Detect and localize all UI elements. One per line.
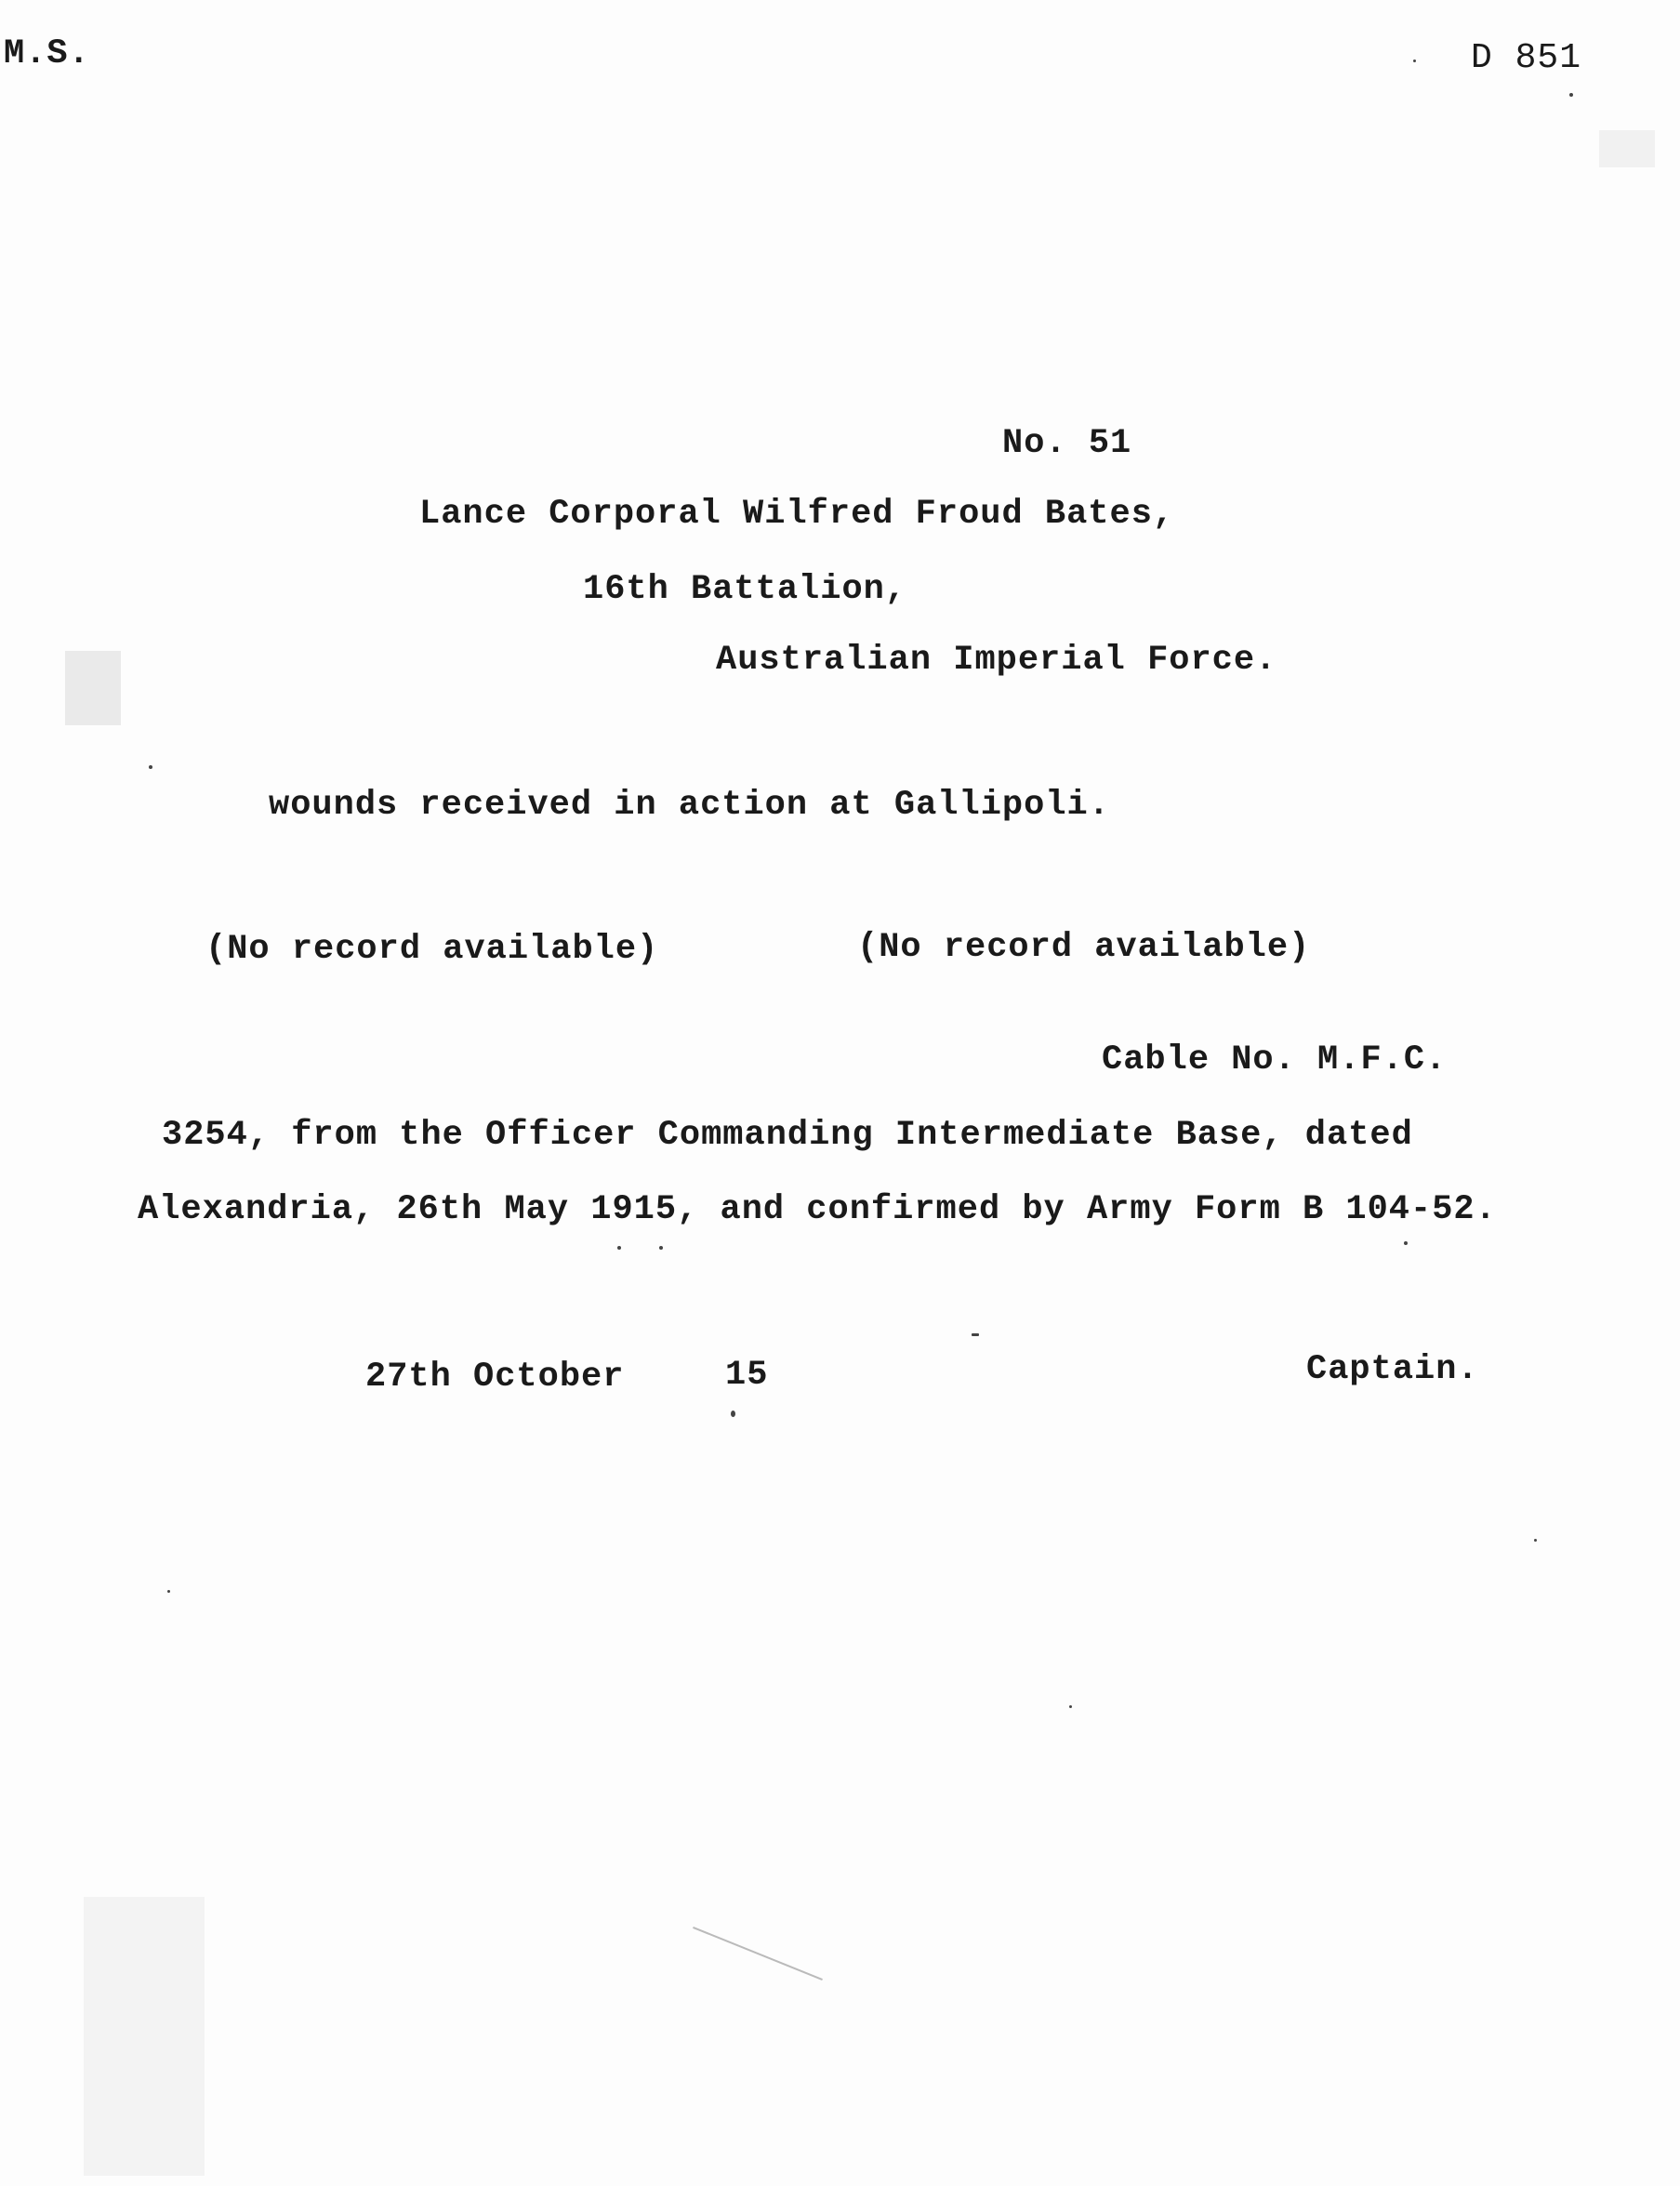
scan-smudge	[65, 651, 121, 725]
ink-speck	[1569, 93, 1573, 97]
footer-year: 15	[725, 1356, 769, 1395]
header-right-code: D 851	[1471, 38, 1582, 78]
footer-date: 27th October	[365, 1358, 625, 1397]
ink-speck	[1534, 1539, 1537, 1542]
scan-smudge	[84, 1897, 205, 2176]
ink-speck	[659, 1246, 663, 1250]
record-status-right: (No record available)	[857, 928, 1311, 967]
ink-speck	[617, 1246, 621, 1250]
record-battalion: 16th Battalion,	[583, 570, 907, 609]
footer-signature: Captain.	[1306, 1350, 1479, 1389]
ink-speck	[731, 1411, 735, 1417]
source-line-1: Cable No. M.F.C.	[1102, 1040, 1448, 1080]
cause-of-death: wounds received in action at Gallipoli.	[269, 786, 1110, 825]
header-left-code: M.S.	[4, 34, 90, 73]
source-line-2: 3254, from the Officer Commanding Intermediate Base, dated	[162, 1116, 1413, 1155]
record-force: Australian Imperial Force.	[716, 641, 1277, 680]
ink-speck	[149, 765, 152, 769]
ink-speck	[167, 1590, 170, 1593]
scan-smudge	[693, 1927, 823, 1981]
ink-speck	[972, 1333, 979, 1336]
record-number: No. 51	[1002, 424, 1132, 463]
record-name: Lance Corporal Wilfred Froud Bates,	[419, 495, 1175, 534]
ink-speck	[1069, 1705, 1072, 1708]
ink-speck	[1413, 60, 1416, 62]
ink-speck	[1404, 1241, 1408, 1245]
source-line-3: Alexandria, 26th May 1915, and confirmed by Army Form B 104-52.	[138, 1190, 1497, 1229]
scan-smudge	[1599, 130, 1655, 167]
record-status-left: (No record available)	[205, 930, 659, 969]
